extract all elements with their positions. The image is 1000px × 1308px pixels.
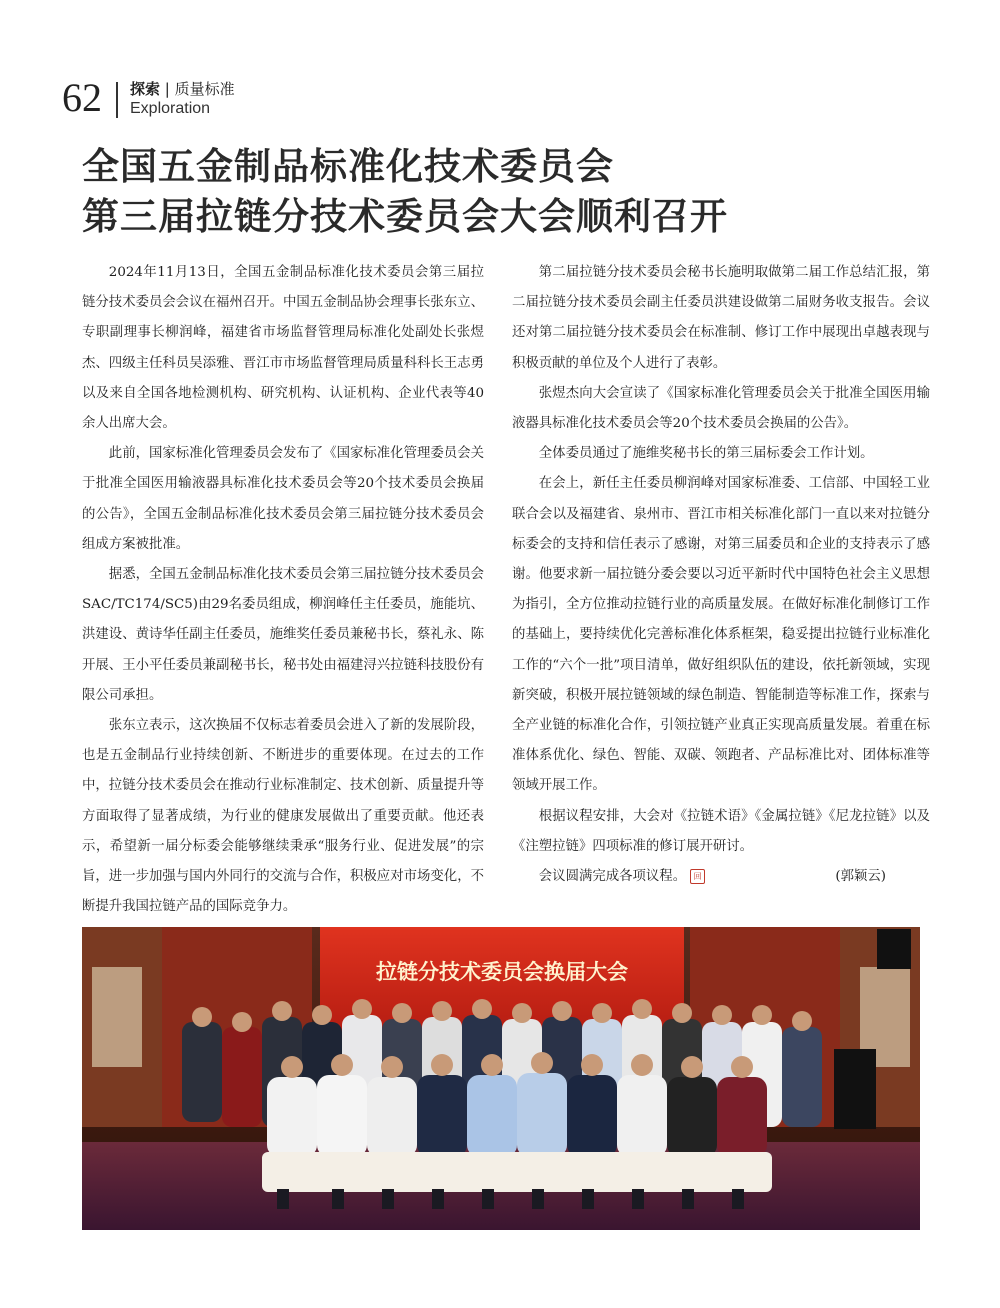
photo-banner-text: 拉链分技术委员会换届大会 <box>376 960 628 984</box>
end-mark-icon: 回 <box>690 869 705 884</box>
section-main: 探索 <box>130 80 161 98</box>
title-line-2: 第三届拉链分技术委员会大会顺利召开 <box>82 195 728 238</box>
author-byline: (郭颖云) <box>835 869 886 885</box>
left-column <box>82 258 484 922</box>
group-photo-illustration <box>82 927 920 1230</box>
paragraph: 张煜杰向大会宣读了《国家标准化管理委员会关于批准全国医用输液器具标准化技术委员会等20个技术委员会换届的公告》。 <box>512 385 930 432</box>
paragraph: 全体委员通过了施维奖秘书长的第三届标委会工作计划。 <box>538 446 874 462</box>
article-title <box>82 142 922 242</box>
paragraph: 此前，国家标准化管理委员会发布了《国家标准化管理委员会关于批准全国医用输液器具标准化技术委员会等20个技术委员会换届的公告》，全国五金制品标准化技术委员会第三届拉链分技术委员会组成方案被批准。 <box>82 446 484 552</box>
section-divider: | <box>164 80 170 98</box>
closing-text: 会议圆满完成各项议程。 <box>538 869 687 885</box>
right-column <box>512 258 930 892</box>
section-english: Exploration <box>130 100 211 117</box>
closing-paragraph <box>512 862 930 892</box>
paragraph: 张东立表示，这次换届不仅标志着委员会进入了新的发展阶段，也是五金制品行业持续创新、不断进步的重要体现。在过去的工作中，拉链分技术委员会在推动行业标准制定、技术创新、质量提升等方面取得了显著成绩，为行业的健康发展做出了重要贡献。他还表示，希望新一届分标委会能够继续秉承“服务行业、促进发展”的宗旨，进一步加强与国内外同行的交流与合作，积极应对市场变化，不断提升我国拉链产品的国际竞争力。 <box>82 718 484 915</box>
paragraph: 据悉，全国五金制品标准化技术委员会第三届拉链分技术委员会SAC/TC174/SC5)由29名委员组成，柳润峰任主任委员，施能坑、洪建设、黄诗华任副主任委员，施维奖任委员兼秘书长，蔡礼永、陈开展、王小平任委员兼副秘书长，秘书处由福建浔兴拉链科技股份有限公司承担。 <box>82 567 484 703</box>
group-photo <box>82 927 920 1230</box>
paragraph: 在会上，新任主任委员柳润峰对国家标准委、工信部、中国轻工业联合会以及福建省、泉州市、晋江市相关标准化部门一直以来对拉链分标委会的支持和信任表示了感谢，对第三届委员和企业的支持表示了感谢。他要求新一届拉链分委会要以习近平新时代中国特色社会主义思想为指引，全方位推动拉链行业的高质量发展。在做好标准化制修订工作的基础上，要持续优化完善标准化体系框架，稳妥提出拉链行业标准化工作的“六个一批”项目清单，做好组织队伍的建设，依托新领域，实现新突破，积极开展拉链领域的绿色制造、智能制造等标准工作，探索与全产业链的标准化合作，引领拉链产业真正实现高质量发展。着重在标准体系优化、绿色、智能、双碳、领跑者、产品标准比对、团体标准等领域开展工作。 <box>512 476 930 794</box>
paragraph: 2024年11月13日，全国五金制品标准化技术委员会第三届拉链分技术委员会会议在福州召开。中国五金制品协会理事长张东立、专职副理事长柳润峰，福建省市场监督管理局标准化处副处长张煜杰、四级主任科员吴添雅、晋江市市场监督管理局质量科科长王志勇以及来自全国各地检测机构、研究机构、认证机构、企业代表等40余人出席大会。 <box>82 265 484 432</box>
page-number: 62 <box>62 75 102 120</box>
section-label <box>130 78 235 99</box>
title-line-1: 全国五金制品标准化技术委员会 <box>82 145 614 188</box>
header-divider <box>116 82 118 118</box>
paragraph: 根据议程安排，大会对《拉链术语》《金属拉链》《尼龙拉链》以及《注塑拉链》四项标准的修订展开研讨。 <box>512 808 930 854</box>
paragraph: 第二届拉链分技术委员会秘书长施明取做第二届工作总结汇报，第二届拉链分技术委员会副主任委员洪建设做第二届财务收支报告。会议还对第二届拉链分技术委员会在标准制、修订工作中展现出卓越表现与积极贡献的单位及个人进行了表彰。 <box>512 265 930 371</box>
section-sub: 质量标准 <box>174 80 235 98</box>
